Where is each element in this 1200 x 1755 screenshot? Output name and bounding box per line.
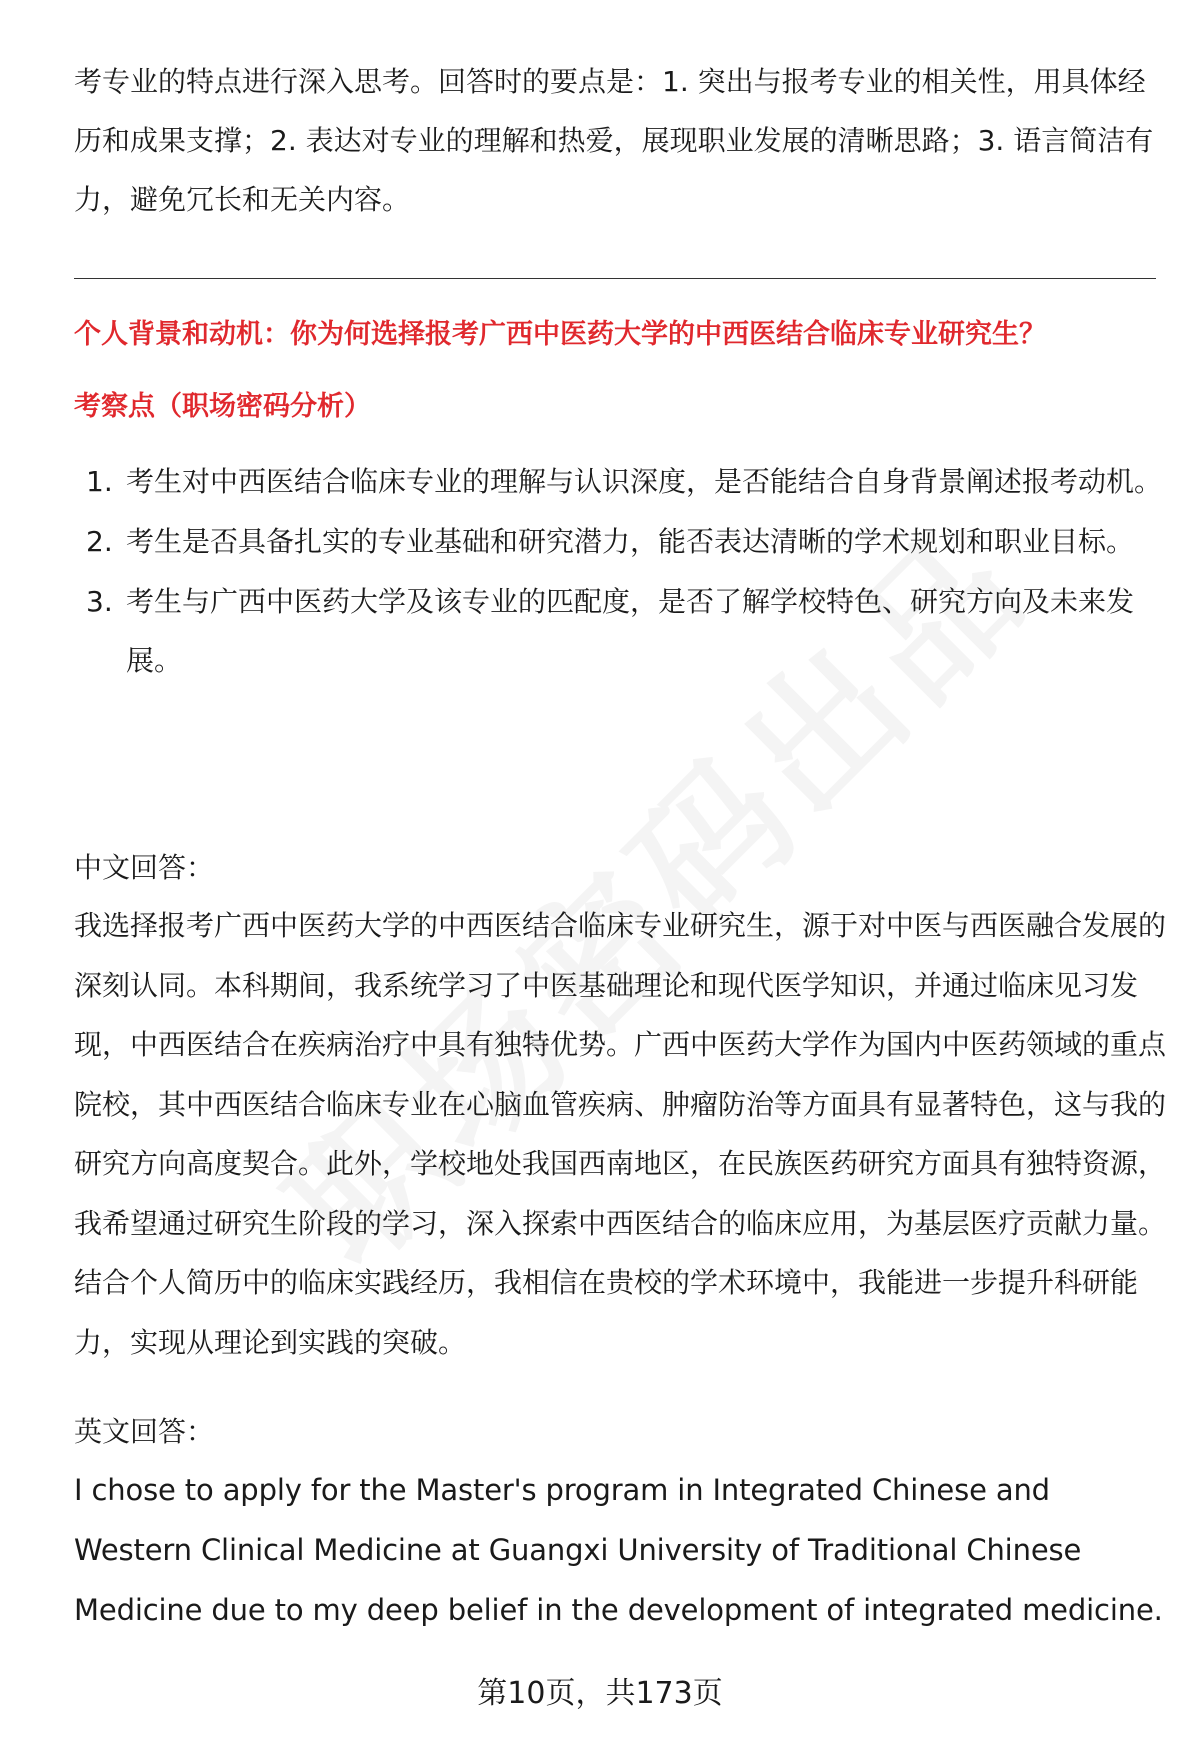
list-item-text: 考生与广西中医药大学及该专业的匹配度，是否了解学校特色、研究方向及未来发展。 bbox=[126, 585, 1135, 677]
english-answer-label: 英文回答： bbox=[74, 1415, 215, 1448]
question-title: 个人背景和动机：你为何选择报考广西中医药大学的中西医结合临床专业研究生？ bbox=[74, 319, 1046, 350]
list-number: 2. bbox=[86, 525, 113, 558]
list-item-text: 考生是否具备扎实的专业基础和研究潜力，能否表达清晰的学术规划和职业目标。 bbox=[126, 525, 1135, 558]
page-number: 第10页，共173页 bbox=[477, 1676, 723, 1711]
section-divider bbox=[74, 278, 1156, 279]
points-title: 考察点（职场密码分析） bbox=[74, 391, 371, 422]
intro-paragraph: 考专业的特点进行深入思考。回答时的要点是：1. 突出与报考专业的相关性，用具体经历和成果支撑；2. 表达对专业的理解和热爱，展现职业发展的清晰思路；3. 语言简洁有力，避免冗长和无关内容。 bbox=[74, 65, 1154, 216]
english-answer-text: I chose to apply for the Master's program in Integrated Chinese and Western Clinical Medicine at Guangxi University of Traditional Chinese Medicine due to my deep belief in the development of integrated medicine. bbox=[74, 1473, 1163, 1627]
chinese-answer-label: 中文回答： bbox=[74, 851, 215, 884]
chinese-answer-text: 我选择报考广西中医药大学的中西医结合临床专业研究生，源于对中医与西医融合发展的深刻认同。本科期间，我系统学习了中医基础理论和现代医学知识，并通过临床见习发现，中西医结合在疾病治疗中具有独特优势。广西中医药大学作为国内中医药领域的重点院校，其中西医结合临床专业在心脑血管疾病、肿瘤防治等方面具有显著特色，这与我的研究方向高度契合。此外，学校地处我国西南地区，在民族医药研究方面具有独特资源，我希望通过研究生阶段的学习，深入探索中西医结合的临床应用，为基层医疗贡献力量。结合个人简历中的临床实践经历，我相信在贵校的学术环境中，我能进一步提升科研能力，实现从理论到实践的突破。 bbox=[74, 909, 1167, 1359]
points-list bbox=[74, 452, 1166, 690]
list-number: 3. bbox=[86, 585, 113, 618]
list-item bbox=[74, 512, 1166, 571]
list-item-text: 考生对中西医结合临床专业的理解与认识深度，是否能结合自身背景阐述报考动机。 bbox=[126, 465, 1163, 498]
list-item bbox=[74, 572, 1166, 690]
list-number: 1. bbox=[86, 465, 113, 498]
list-item bbox=[74, 452, 1166, 511]
